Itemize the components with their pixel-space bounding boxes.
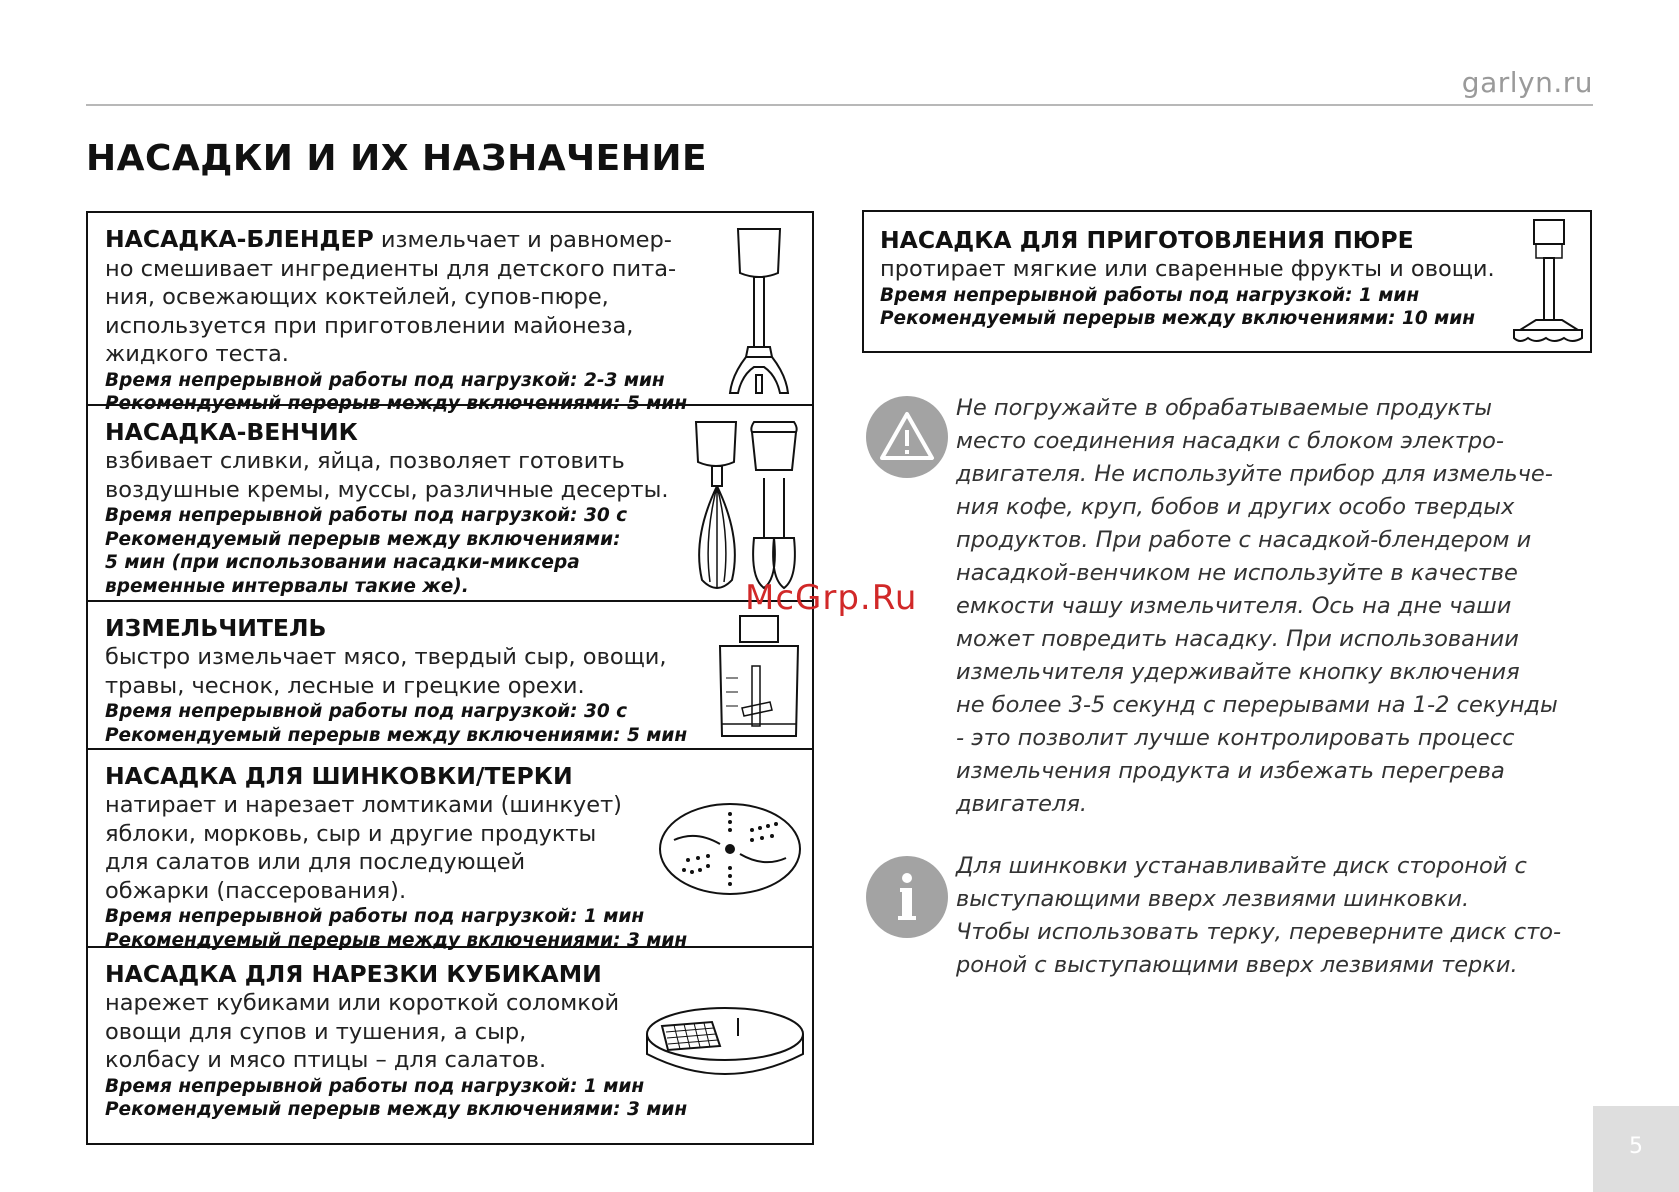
warning-line: не более 3-5 секунд с перерывами на 1-2 секунды [956, 692, 1558, 718]
puree-title: НАСАДКА ДЛЯ ПРИГОТОВЛЕНИЯ ПЮРЕ [880, 226, 1414, 254]
page-number-box [1593, 1106, 1679, 1192]
info-text [956, 850, 1561, 982]
slicer-title: НАСАДКА ДЛЯ ШИНКОВКИ/ТЕРКИ [105, 762, 573, 790]
chopper-line: быстро измельчает мясо, твердый сыр, овощи, [105, 644, 667, 670]
site-url: garlyn.ru [1461, 66, 1593, 99]
info-line: выступающими вверх лезвиями шинковки. [956, 886, 1470, 912]
whisk-pause: Рекомендуемый перерыв между включениями: [105, 528, 621, 550]
info-circle [866, 856, 948, 938]
warning-line: ния кофе, круп, бобов и других особо твердых [956, 494, 1515, 520]
warning-text [956, 392, 1558, 821]
slicer-runtime: Время непрерывной работы под нагрузкой: 1 мин [105, 906, 645, 927]
section-whisk [88, 406, 812, 602]
slicer-line: для салатов или для последующей [105, 849, 526, 875]
blender-line: но смешивает ингредиенты для детского пита- [105, 255, 677, 282]
warning-line: продуктов. При работе с насадкой-блендером и [956, 527, 1532, 553]
watermark: McGrp.Ru [745, 578, 918, 618]
whisk-line: воздушные кремы, муссы, различные десерты. [105, 476, 669, 503]
blender-line: измельчает и равномер- [373, 227, 672, 253]
warning-line: двигателя. Не используйте прибор для измельче- [956, 461, 1553, 487]
blender-line: ния, освежающих коктейлей, супов-пюре, [105, 284, 609, 310]
info-icon [866, 856, 948, 938]
blender-line: используется при приготовлении майонеза, [105, 312, 634, 339]
slicing-disc-icon [656, 800, 804, 898]
warning-line: место соединения насадки с блоком электро- [956, 428, 1504, 454]
chopper-pause: Рекомендуемый перерыв между включениями: 5 мин [105, 724, 688, 746]
chopper-title: ИЗМЕЛЬЧИТЕЛЬ [105, 614, 327, 642]
section-chopper [88, 602, 812, 750]
slicer-line: натирает и нарезает ломтиками (шинкует) [105, 792, 622, 818]
dicer-runtime: Время непрерывной работы под нагрузкой: 1 мин [105, 1075, 645, 1097]
dicing-disc-icon [642, 1004, 808, 1086]
whisk-pause-detail: временные интервалы такие же). [105, 575, 469, 597]
dicer-line: овощи для супов и тушения, а сыр, [105, 1018, 527, 1045]
chopper-runtime: Время непрерывной работы под нагрузкой: 30 с [105, 701, 628, 722]
section-dicer [88, 948, 812, 1142]
header-divider [86, 104, 1593, 106]
puree-attachment-icon [1506, 218, 1584, 346]
warning-line: - это позволит лучше контролировать процесс [956, 725, 1515, 751]
slicer-line: яблоки, морковь, сыр и другие продукты [105, 820, 597, 847]
warning-line: измельчения продукта и избежать перегрева [956, 758, 1505, 784]
section-slicer [88, 750, 812, 951]
blender-line: жидкого теста. [105, 341, 289, 367]
page-title: НАСАДКИ И ИХ НАЗНАЧЕНИЕ [86, 138, 708, 179]
section-blender [88, 213, 812, 414]
whisk-line: взбивает сливки, яйца, позволяет готовить [105, 448, 625, 474]
blender-title: НАСАДКА-БЛЕНДЕР [105, 225, 374, 253]
warning-line: насадкой-венчиком не используйте в качестве [956, 560, 1518, 586]
section-puree [862, 210, 1592, 353]
warning-icon [866, 396, 948, 478]
warning-line: двигателя. [956, 791, 1088, 817]
dicer-pause: Рекомендуемый перерыв между включениями: 3 мин [105, 1099, 688, 1120]
puree-line: протирает мягкие или сваренные фрукты и овощи. [880, 256, 1495, 282]
whisk-pause-detail: 5 мин (при использовании насадки-миксера [105, 552, 580, 573]
puree-runtime: Время непрерывной работы под нагрузкой: 1 мин [880, 284, 1420, 306]
dicer-line: нарежет кубиками или короткой соломкой [105, 990, 620, 1016]
info-line: Чтобы использовать терку, переверните диск сто- [956, 919, 1562, 945]
blender-pause: Рекомендуемый перерыв между включениями: 5 мин [105, 393, 688, 414]
whisk-runtime: Время непрерывной работы под нагрузкой: 30 с [105, 505, 628, 526]
chopper-line: травы, чеснок, лесные и грецкие орехи. [105, 672, 585, 699]
page-number: 5 [1629, 1134, 1643, 1159]
warning-line: Не погружайте в обрабатываемые продукты [956, 395, 1492, 421]
warning-line: может повредить насадку. При использовании [956, 626, 1519, 652]
dicer-line: колбасу и мясо птицы – для салатов. [105, 1047, 547, 1073]
blender-runtime: Время непрерывной работы под нагрузкой: 2-3 мин [105, 369, 665, 391]
blender-attachment-icon [728, 225, 798, 397]
puree-pause: Рекомендуемый перерыв между включениями: 10 мин [880, 308, 1476, 329]
chopper-bowl-icon [708, 612, 808, 744]
whisk-title: НАСАДКА-ВЕНЧИК [105, 418, 358, 446]
whisk-attachment-icon [688, 418, 808, 598]
dicer-title: НАСАДКА ДЛЯ НАРЕЗКИ КУБИКАМИ [105, 960, 602, 988]
info-line: роной с выступающими вверх лезвиями терки. [956, 952, 1518, 978]
attachments-table [86, 211, 814, 1145]
slicer-line: обжарки (пассерования). [105, 877, 407, 904]
slicer-pause: Рекомендуемый перерыв между включениями: 3 мин [105, 929, 688, 951]
warning-line: емкости чашу измельчителя. Ось на дне чаши [956, 593, 1512, 619]
warning-circle [866, 396, 948, 478]
warning-line: измельчителя удерживайте кнопку включения [956, 659, 1520, 685]
info-line: Для шинковки устанавливайте диск стороной с [956, 853, 1527, 879]
